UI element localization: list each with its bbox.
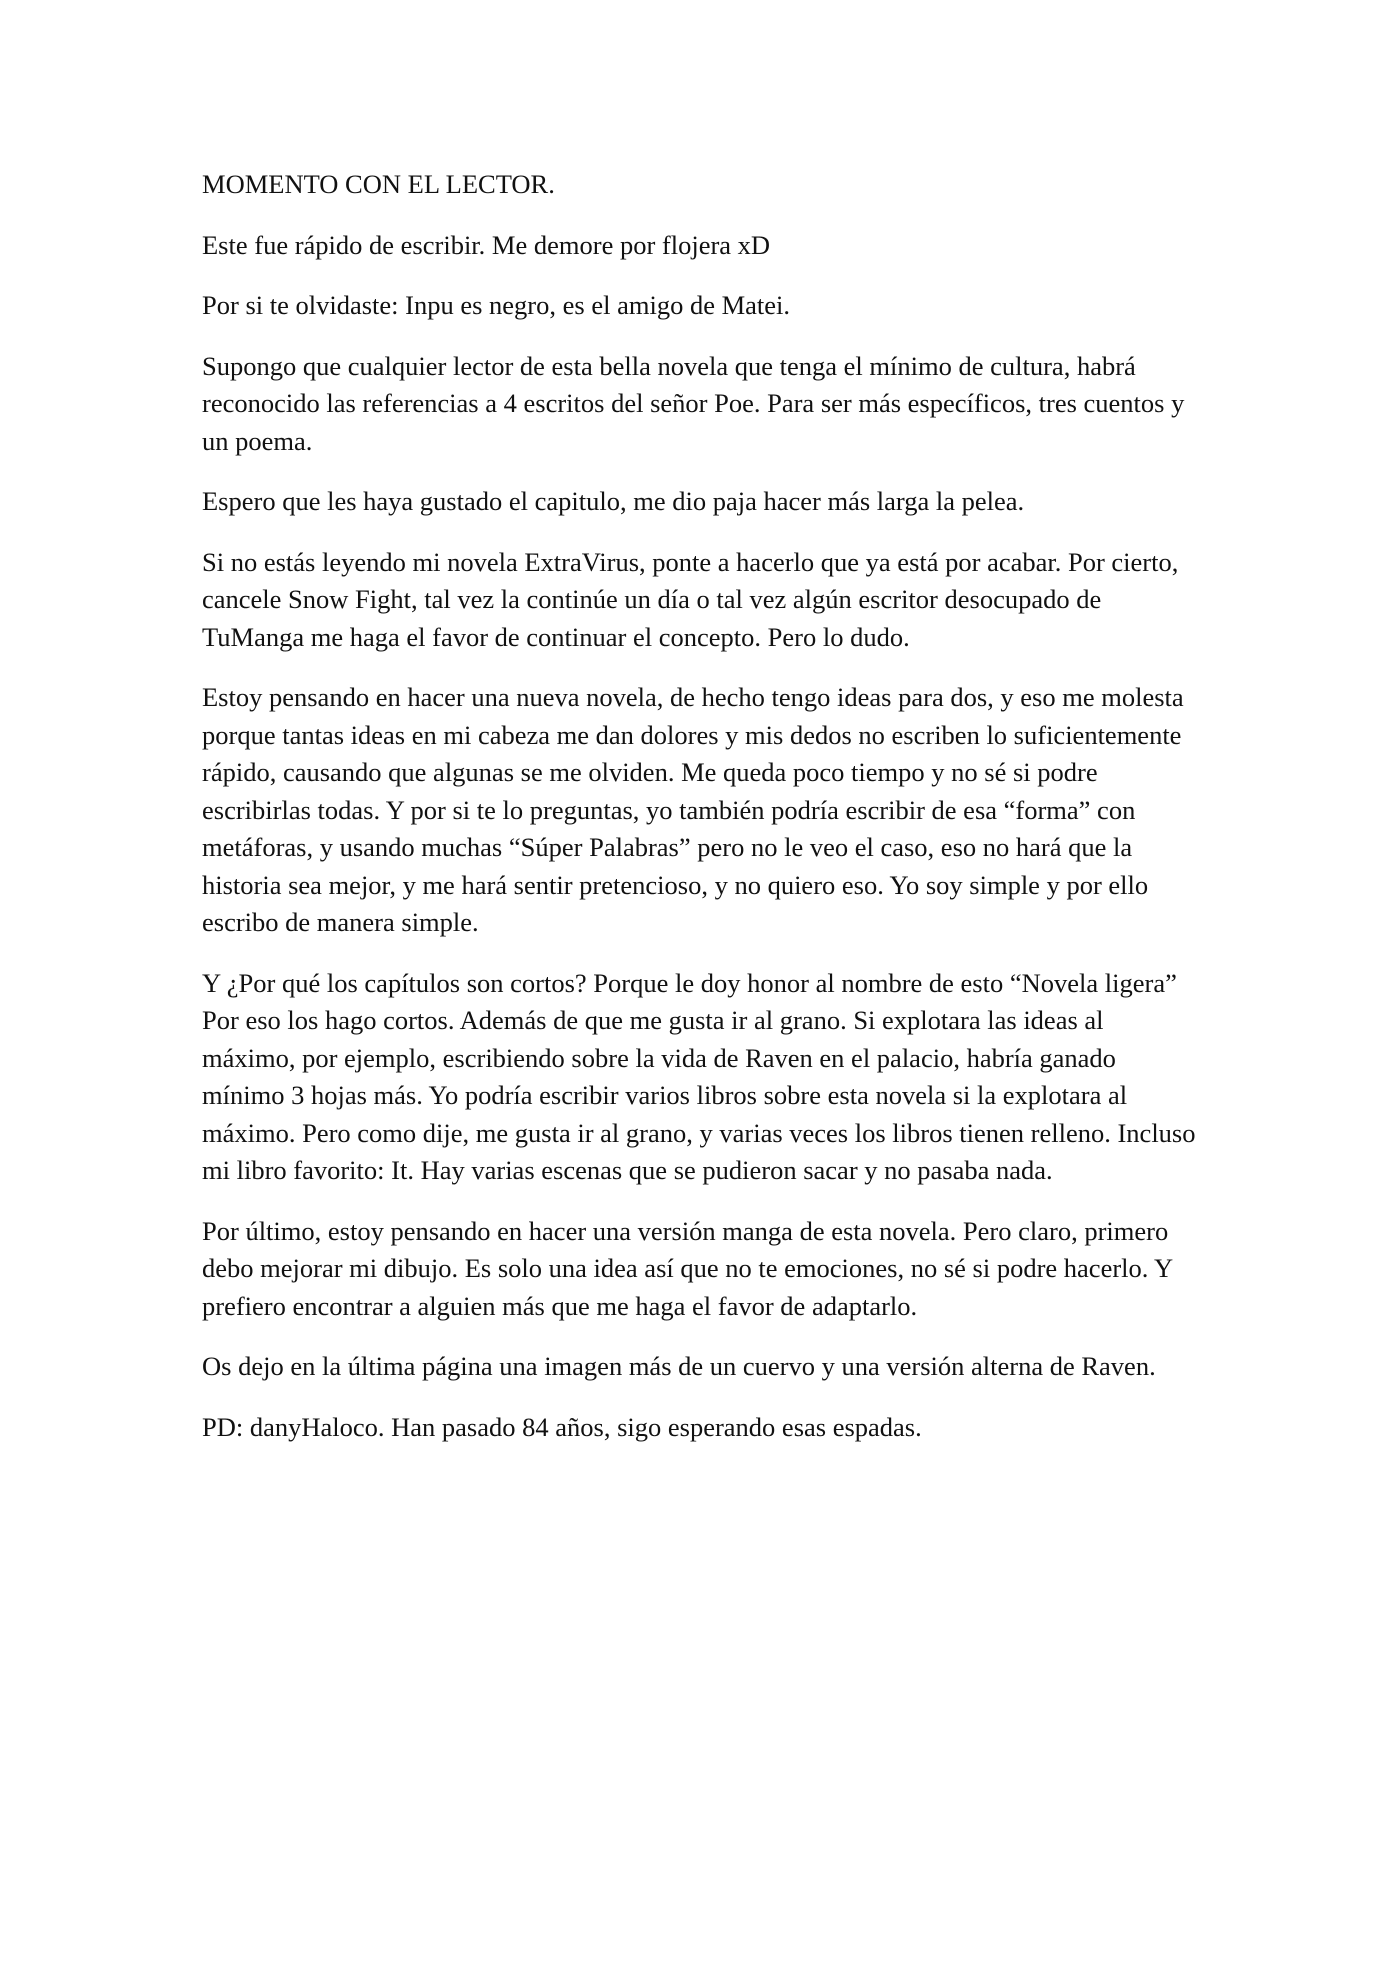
paragraph: Este fue rápido de escribir. Me demore por flojera xD [202,229,771,260]
paragraph: Por último, estoy pensando en hacer una versión manga de esta novela. Pero claro, primero debo mejorar mi dibujo. Es solo una idea así que no te emociones, no sé si podre hacerlo. Y prefiero encontrar a alguien más que me haga el favor de adaptarlo. [202,1215,1173,1321]
paragraph: Por si te olvidaste: Inpu es negro, es el amigo de Matei. [202,290,791,320]
paragraph: Espero que les haya gustado el capitulo, me dio paja hacer más larga la pelea. [202,486,1025,516]
paragraph: Supongo que cualquier lector de esta bella novela que tenga el mínimo de cultura, habrá reconocido las referencias a 4 escritos del señor Poe. Para ser más específicos, tres cuentos y un poema. [202,350,1185,456]
document-body [202,166,1202,1469]
paragraph: Os dejo en la última página una imagen más de un cuervo y una versión alterna de Raven. [202,1351,1156,1381]
paragraph: PD: danyHaloco. Han pasado 84 años, sigo esperando esas espadas. [202,1411,922,1442]
paragraph: Y ¿Por qué los capítulos son cortos? Porque le doy honor al nombre de esto “Novela ligera” Por eso los hago cortos. Además de que me gusta ir al grano. Si explotara las ideas al máximo, por ejemplo, escribiendo sobre la vida de Raven en el palacio, habría ganado mínimo 3 hojas más. Yo podría escribir varios libros sobre esta novela si la explotara al máximo. Pero como dije, me gusta ir al grano, y varias veces los libros tienen relleno. Incluso mi libro favorito: It. Hay varias escenas que se pudieron sacar y no pasaba nada. [202,967,1196,1185]
document-title: MOMENTO CON EL LECTOR. [202,169,555,199]
paragraph: Estoy pensando en hacer una nueva novela, de hecho tengo ideas para dos, y eso me molesta porque tantas ideas en mi cabeza me dan dolores y mis dedos no escriben lo suficientemente rápido, causando que algunas se me olviden. Me queda poco tiempo y no sé si podre escribirlas todas. Y por si te lo preguntas, yo también podría escribir de esa “forma” con metáforas, y usando muchas “Súper Palabras” pero no le veo el caso, eso no hará que la historia sea mejor, y me hará sentir pretencioso, y no quiero eso. Yo soy simple y por ello escribo de manera simple. [202,682,1184,937]
paragraph: Si no estás leyendo mi novela ExtraVirus, ponte a hacerlo que ya está por acabar. Por cierto, cancele Snow Fight, tal vez la continúe un día o tal vez algún escritor desocupado de TuManga me haga el favor de continuar el concepto. Pero lo dudo. [202,546,1179,652]
